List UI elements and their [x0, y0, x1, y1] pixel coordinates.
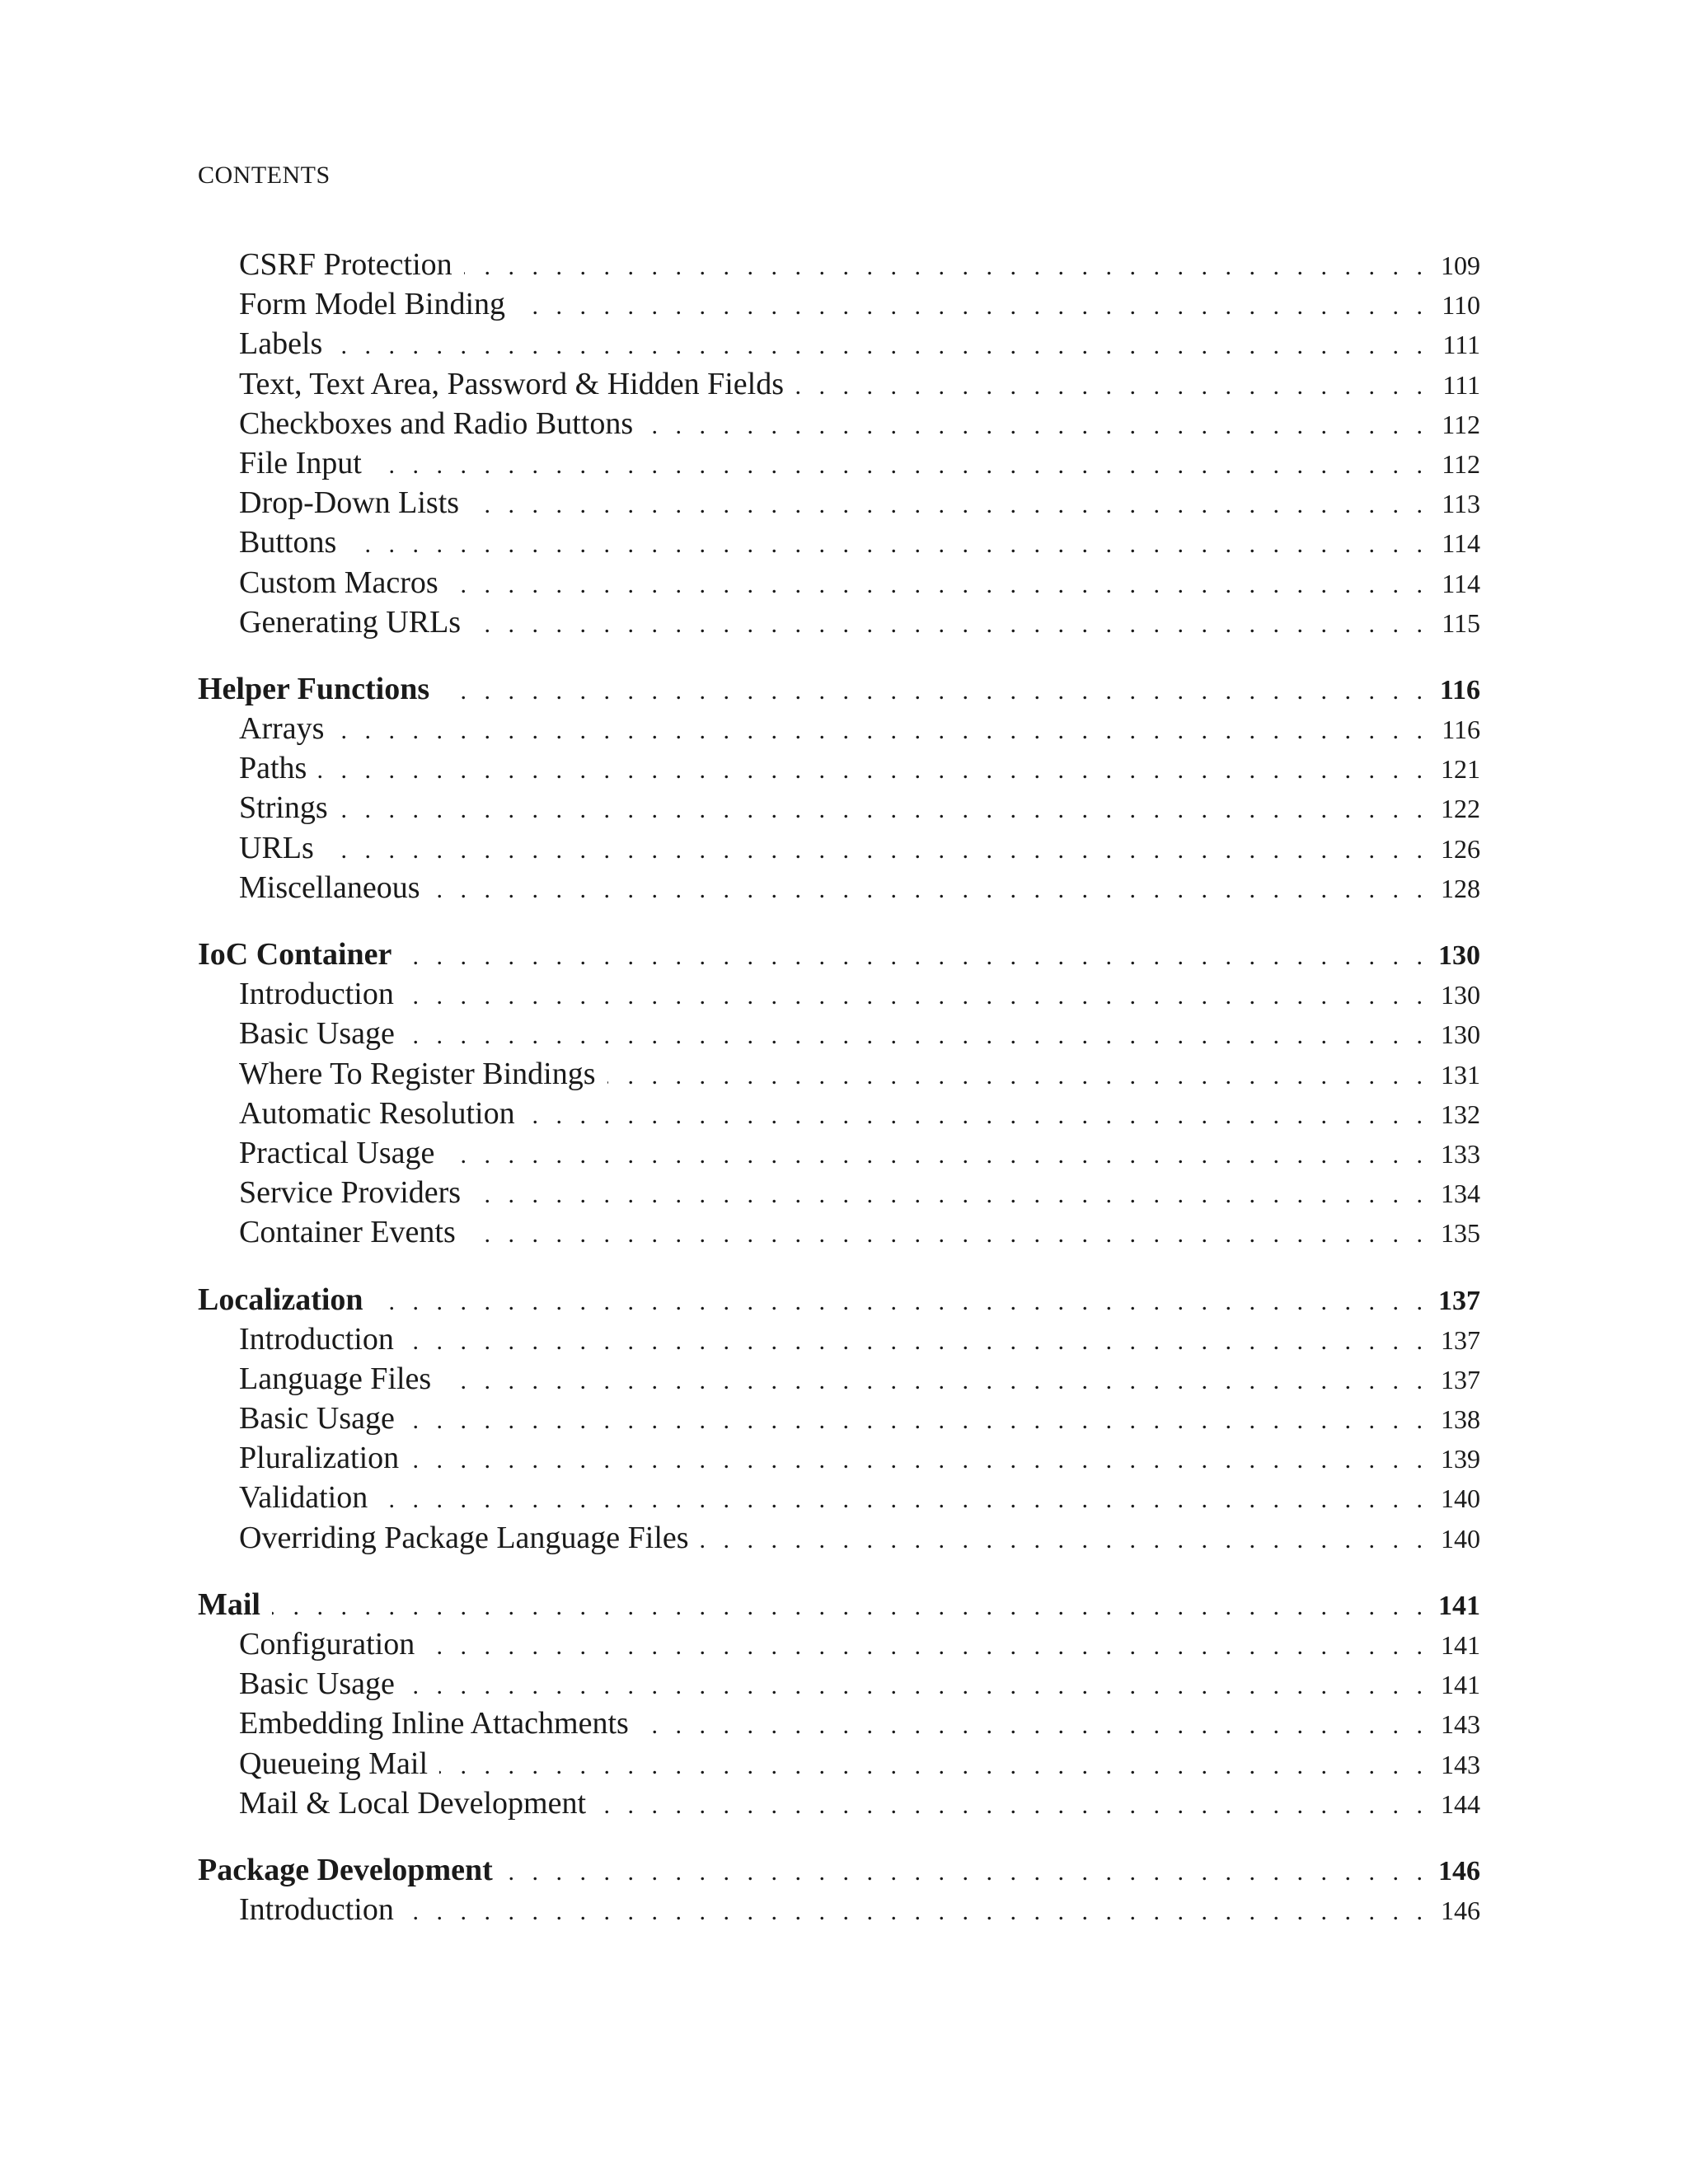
subsection-title: Pluralization [239, 1441, 400, 1476]
dot-leader [701, 1521, 1423, 1560]
dot-leader [432, 870, 1423, 910]
toc-subsection-entry[interactable] [198, 245, 1480, 284]
toc-subsection-entry[interactable] [198, 1212, 1480, 1252]
dot-leader [403, 937, 1423, 977]
subsection-page-number: 112 [1442, 448, 1480, 479]
dot-leader [406, 1666, 1423, 1706]
subsection-title: Basic Usage [239, 1016, 395, 1052]
dot-leader [464, 247, 1423, 287]
subsection-page-number: 137 [1441, 1364, 1480, 1394]
subsection-page-number: 137 [1441, 1324, 1480, 1355]
toc-subsection-entry[interactable] [198, 443, 1480, 483]
toc-subsection-entry[interactable] [198, 1744, 1480, 1783]
toc-subsection-entry[interactable] [198, 563, 1480, 602]
subsection-page-number: 126 [1441, 833, 1480, 864]
toc-section [198, 1280, 1480, 1558]
dot-leader [467, 1215, 1423, 1254]
toc-section [198, 669, 1480, 907]
toc-subsection-entry[interactable] [198, 1399, 1480, 1438]
toc-subsection-entry[interactable] [198, 974, 1480, 1014]
subsection-page-number: 138 [1441, 1404, 1480, 1435]
subsection-title: File Input [239, 445, 362, 480]
subsection-title: Form Model Binding [239, 287, 506, 322]
dot-leader [439, 1746, 1423, 1786]
subsection-page-number: 112 [1442, 409, 1480, 439]
subsection-page-number: 141 [1441, 1670, 1480, 1700]
toc-subsection-entry[interactable] [198, 1133, 1480, 1173]
subsection-title: Container Events [239, 1215, 456, 1250]
dot-leader [348, 525, 1423, 565]
chapter-title: Helper Functions [198, 671, 430, 706]
toc-subsection-entry[interactable] [198, 523, 1480, 562]
toc-subsection-entry[interactable] [198, 404, 1480, 443]
chapter-title: Mail [198, 1586, 260, 1622]
subsection-title: Where To Register Bindings [239, 1056, 596, 1091]
dot-leader [318, 751, 1423, 790]
dot-leader [406, 1401, 1423, 1441]
dot-leader [471, 485, 1423, 525]
toc-subsection-entry[interactable] [198, 828, 1480, 868]
dot-leader [640, 1706, 1423, 1746]
subsection-title: Introduction [239, 1321, 394, 1357]
subsection-page-number: 146 [1441, 1896, 1480, 1926]
subsection-page-number: 114 [1442, 528, 1480, 559]
subsection-page-number: 130 [1441, 1019, 1480, 1050]
toc-section [198, 935, 1480, 1253]
toc-chapter-entry[interactable] [198, 1280, 1480, 1319]
subsection-page-number: 139 [1441, 1444, 1480, 1474]
subsection-page-number: 110 [1442, 290, 1480, 321]
toc-subsection-entry[interactable] [198, 748, 1480, 788]
dot-leader [472, 1175, 1423, 1215]
subsection-page-number: 135 [1441, 1218, 1480, 1249]
toc-subsection-entry[interactable] [198, 1319, 1480, 1359]
dot-leader [272, 1587, 1423, 1627]
subsection-title: Text, Text Area, Password & Hidden Fields [239, 366, 785, 401]
toc-subsection-entry[interactable] [198, 788, 1480, 827]
toc-subsection-entry[interactable] [198, 483, 1480, 523]
dot-leader [472, 605, 1423, 644]
dot-leader [406, 977, 1423, 1016]
subsection-title: Embedding Inline Attachments [239, 1706, 629, 1741]
toc-subsection-entry[interactable] [198, 324, 1480, 363]
toc-subsection-entry[interactable] [198, 602, 1480, 642]
dot-leader [379, 1480, 1423, 1520]
dot-leader [410, 1441, 1423, 1480]
toc-section [198, 1850, 1480, 1929]
subsection-page-number: 128 [1441, 873, 1480, 903]
toc-chapter-entry[interactable] [198, 1585, 1480, 1624]
subsection-page-number: 111 [1442, 330, 1480, 360]
chapter-page-number: 116 [1439, 674, 1480, 705]
subsection-title: Strings [239, 790, 328, 826]
toc-chapter-entry[interactable] [198, 935, 1480, 974]
subsection-title: Queueing Mail [239, 1746, 429, 1781]
chapter-page-number: 130 [1438, 940, 1480, 971]
subsection-title: Miscellaneous [239, 869, 420, 905]
subsection-page-number: 140 [1441, 1523, 1480, 1554]
dot-leader [426, 1627, 1423, 1666]
subsection-page-number: 109 [1441, 251, 1480, 280]
chapter-title: Localization [198, 1282, 363, 1317]
toc-subsection-entry[interactable] [198, 1054, 1480, 1094]
subsection-title: Introduction [239, 1892, 394, 1928]
subsection-page-number: 121 [1441, 754, 1480, 785]
subsection-title: Introduction [239, 977, 394, 1012]
dot-leader [598, 1786, 1423, 1825]
table-of-contents [198, 245, 1480, 1929]
subsection-title: Overriding Package Language Files [239, 1520, 689, 1555]
toc-subsection-entry[interactable] [198, 284, 1480, 324]
subsection-title: Generating URLs [239, 604, 462, 640]
dot-leader [334, 326, 1423, 366]
subsection-title: Labels [239, 326, 323, 362]
dot-leader [795, 367, 1423, 406]
subsection-title: Service Providers [239, 1175, 462, 1211]
dot-leader [607, 1057, 1423, 1096]
subsection-title: Drop-Down Lists [239, 485, 460, 521]
toc-section [198, 1585, 1480, 1823]
toc-subsection-entry[interactable] [198, 1094, 1480, 1133]
subsection-page-number: 143 [1441, 1749, 1480, 1779]
subsection-title: Arrays [239, 711, 325, 747]
toc-subsection-entry[interactable] [198, 709, 1480, 748]
dot-leader [517, 287, 1423, 326]
subsection-page-number: 133 [1441, 1138, 1480, 1169]
subsection-title: Paths [239, 751, 307, 786]
dot-leader [504, 1853, 1423, 1892]
subsection-title: Custom Macros [239, 565, 438, 600]
chapter-title: IoC Container [198, 937, 392, 972]
subsection-page-number: 141 [1441, 1630, 1480, 1660]
subsection-title: Validation [239, 1480, 368, 1516]
dot-leader [527, 1096, 1423, 1136]
subsection-page-number: 143 [1441, 1709, 1480, 1740]
dot-leader [645, 406, 1423, 446]
toc-chapter-entry[interactable] [198, 1850, 1480, 1890]
dot-leader [335, 711, 1423, 751]
running-head: CONTENTS [198, 162, 331, 189]
subsection-title: Mail & Local Development [239, 1785, 587, 1821]
toc-section [198, 245, 1480, 642]
subsection-page-number: 122 [1441, 794, 1480, 824]
toc-subsection-entry[interactable] [198, 1173, 1480, 1212]
subsection-page-number: 132 [1441, 1099, 1480, 1129]
toc-subsection-entry[interactable] [198, 364, 1480, 404]
dot-leader [406, 1322, 1423, 1361]
subsection-title: Language Files [239, 1361, 432, 1396]
subsection-title: Practical Usage [239, 1135, 435, 1170]
subsection-title: CSRF Protection [239, 247, 452, 282]
subsection-page-number: 130 [1441, 980, 1480, 1010]
subsection-title: Automatic Resolution [239, 1095, 515, 1131]
dot-leader [406, 1016, 1423, 1056]
subsection-page-number: 111 [1442, 369, 1480, 400]
dot-leader [373, 446, 1423, 485]
toc-subsection-entry[interactable] [198, 1014, 1480, 1053]
subsection-page-number: 144 [1441, 1788, 1480, 1819]
subsection-title: Buttons [239, 525, 337, 560]
dot-leader [450, 565, 1423, 605]
subsection-title: Checkboxes and Radio Buttons [239, 405, 634, 441]
toc-subsection-entry[interactable] [198, 868, 1480, 907]
dot-leader [340, 790, 1423, 830]
chapter-page-number: 146 [1438, 1855, 1480, 1886]
dot-leader [446, 1136, 1423, 1175]
chapter-page-number: 137 [1438, 1285, 1480, 1316]
toc-subsection-entry[interactable] [198, 1624, 1480, 1664]
dot-leader [441, 672, 1423, 711]
dot-leader [375, 1282, 1423, 1322]
subsection-page-number: 114 [1442, 568, 1480, 598]
toc-subsection-entry[interactable] [198, 1438, 1480, 1478]
dot-leader [443, 1361, 1423, 1401]
subsection-title: URLs [239, 830, 314, 865]
dot-leader [326, 831, 1423, 870]
subsection-page-number: 115 [1442, 607, 1480, 638]
toc-subsection-entry[interactable] [198, 1359, 1480, 1399]
toc-subsection-entry[interactable] [198, 1478, 1480, 1517]
chapter-page-number: 141 [1438, 1590, 1480, 1621]
toc-subsection-entry[interactable] [198, 1518, 1480, 1558]
toc-subsection-entry[interactable] [198, 1890, 1480, 1929]
chapter-title: Package Development [198, 1852, 493, 1887]
dot-leader [406, 1892, 1423, 1932]
toc-subsection-entry[interactable] [198, 1664, 1480, 1704]
subsection-title: Basic Usage [239, 1401, 395, 1436]
subsection-title: Configuration [239, 1627, 415, 1661]
subsection-page-number: 113 [1442, 489, 1480, 519]
subsection-page-number: 116 [1442, 715, 1480, 745]
toc-chapter-entry[interactable] [198, 669, 1480, 709]
toc-subsection-entry[interactable] [198, 1783, 1480, 1823]
subsection-page-number: 140 [1441, 1483, 1480, 1514]
subsection-page-number: 134 [1441, 1179, 1480, 1209]
subsection-title: Basic Usage [239, 1666, 395, 1702]
toc-subsection-entry[interactable] [198, 1704, 1480, 1743]
subsection-page-number: 131 [1441, 1059, 1480, 1090]
